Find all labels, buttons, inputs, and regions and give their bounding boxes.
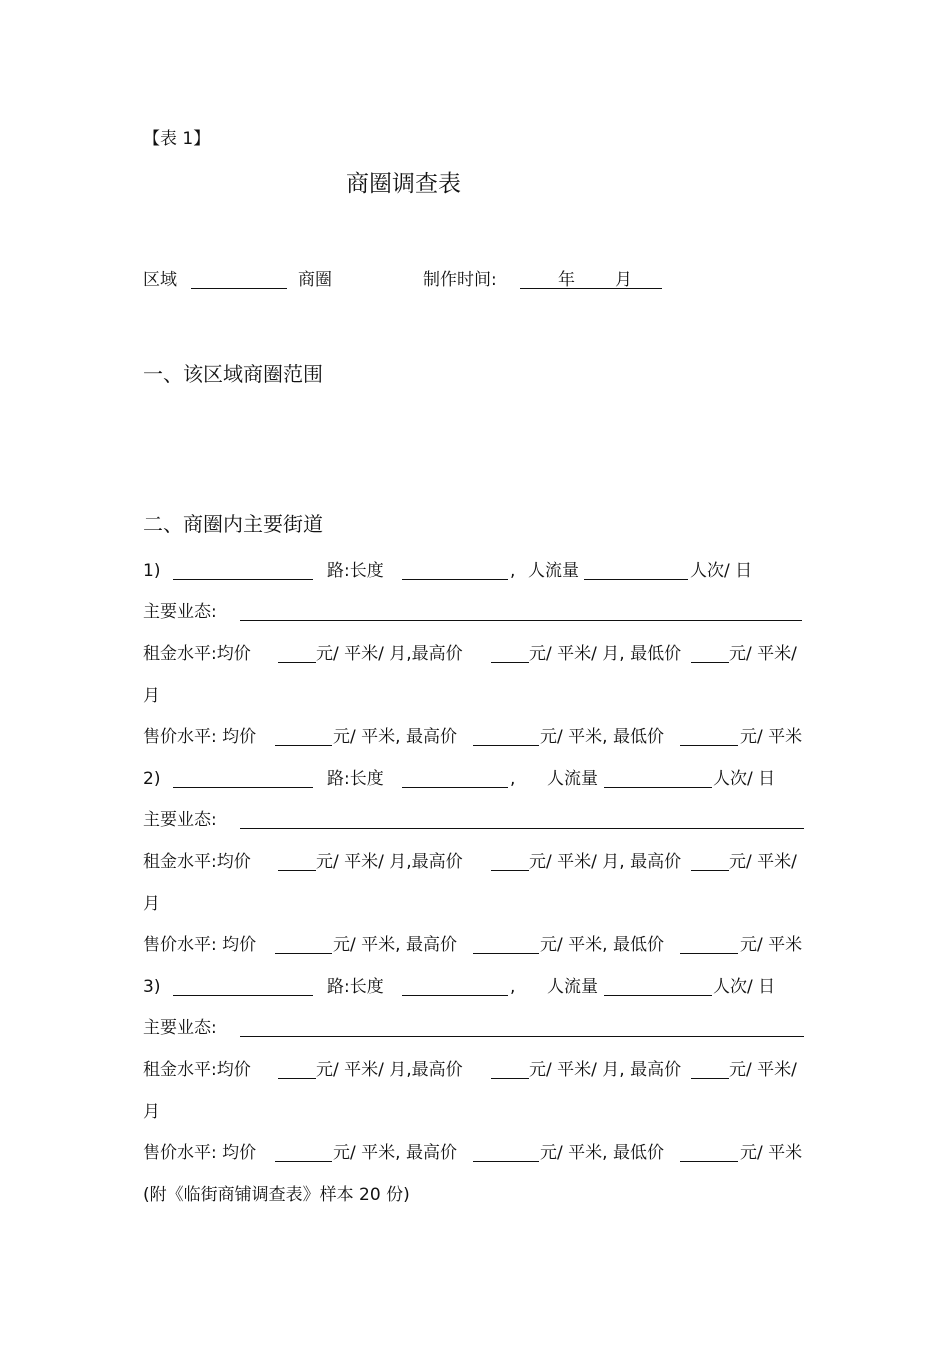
comma: ,: [510, 561, 516, 581]
business-label: 主要业态:: [143, 602, 217, 622]
flow-field[interactable]: [604, 787, 712, 788]
sale-unit-2: 元/ 平米, 最低价: [540, 935, 664, 955]
sale-unit-1: 元/ 平米, 最高价: [333, 727, 457, 747]
business-field[interactable]: [240, 620, 802, 621]
flow-unit: 人次/ 日: [690, 561, 753, 581]
rent-min-field[interactable]: [691, 662, 729, 663]
sale-unit-3: 元/ 平米: [740, 727, 803, 747]
area-label: 区域: [143, 270, 177, 290]
sale-avg-field[interactable]: [275, 953, 332, 954]
flow-unit: 人次/ 日: [713, 977, 776, 997]
road-length-label: 路:长度: [327, 561, 384, 581]
sale-label: 售价水平: 均价: [143, 727, 257, 747]
sale-max-field[interactable]: [473, 953, 539, 954]
rent-label: 租金水平:均价: [143, 852, 251, 872]
length-field[interactable]: [402, 787, 508, 788]
rent-unit-3: 元/ 平米/: [729, 1060, 797, 1080]
business-label: 主要业态:: [143, 810, 217, 830]
flow-field[interactable]: [604, 995, 712, 996]
sale-label: 售价水平: 均价: [143, 935, 257, 955]
street-name-field[interactable]: [173, 995, 313, 996]
business-field[interactable]: [240, 1036, 804, 1037]
rent-unit-3: 元/ 平米/: [729, 852, 797, 872]
rent-avg-field[interactable]: [278, 870, 316, 871]
flow-label: 人流量: [528, 561, 579, 581]
rent-unit-2: 元/ 平米/ 月, 最高价: [529, 1060, 682, 1080]
sale-avg-field[interactable]: [275, 1161, 332, 1162]
sale-unit-1: 元/ 平米, 最高价: [333, 1143, 457, 1163]
sale-min-field[interactable]: [680, 1161, 738, 1162]
street-name-field[interactable]: [173, 787, 313, 788]
rent-unit-1: 元/ 平米/ 月,最高价: [316, 852, 463, 872]
comma: ,: [510, 769, 516, 789]
sale-label: 售价水平: 均价: [143, 1143, 257, 1163]
table-label: 【表 1】: [143, 129, 211, 149]
street-index: 1): [143, 561, 161, 581]
rent-wrap: 月: [143, 894, 160, 914]
time-label: 制作时间:: [423, 270, 497, 290]
sale-min-field[interactable]: [680, 745, 738, 746]
rent-max-field[interactable]: [491, 870, 529, 871]
section-2-heading: 二、商圈内主要街道: [143, 512, 323, 536]
business-label: 主要业态:: [143, 1018, 217, 1038]
length-field[interactable]: [402, 995, 508, 996]
rent-unit-1: 元/ 平米/ 月,最高价: [316, 644, 463, 664]
rent-wrap: 月: [143, 1102, 160, 1122]
rent-avg-field[interactable]: [278, 1078, 316, 1079]
sale-unit-2: 元/ 平米, 最低价: [540, 727, 664, 747]
flow-field[interactable]: [584, 579, 688, 580]
rent-wrap: 月: [143, 686, 160, 706]
rent-unit-2: 元/ 平米/ 月, 最高价: [529, 852, 682, 872]
rent-min-field[interactable]: [691, 1078, 729, 1079]
rent-min-field[interactable]: [691, 870, 729, 871]
rent-unit-1: 元/ 平米/ 月,最高价: [316, 1060, 463, 1080]
sale-unit-1: 元/ 平米, 最高价: [333, 935, 457, 955]
length-field[interactable]: [402, 579, 508, 580]
sale-avg-field[interactable]: [275, 745, 332, 746]
rent-unit-2: 元/ 平米/ 月, 最低价: [529, 644, 682, 664]
footnote: (附《临街商铺调查表》样本 20 份): [143, 1185, 410, 1205]
year-label: 年: [558, 270, 575, 290]
rent-label: 租金水平:均价: [143, 1060, 251, 1080]
comma: ,: [510, 977, 516, 997]
sale-min-field[interactable]: [680, 953, 738, 954]
page-title: 商圈调查表: [346, 171, 461, 197]
flow-label: 人流量: [547, 769, 598, 789]
road-length-label: 路:长度: [327, 769, 384, 789]
section-1-heading: 一、该区域商圈范围: [143, 362, 323, 386]
sale-unit-2: 元/ 平米, 最低价: [540, 1143, 664, 1163]
sale-unit-3: 元/ 平米: [740, 935, 803, 955]
road-length-label: 路:长度: [327, 977, 384, 997]
street-name-field[interactable]: [173, 579, 313, 580]
street-index: 3): [143, 977, 161, 997]
sale-max-field[interactable]: [473, 1161, 539, 1162]
month-label: 月: [615, 270, 632, 290]
rent-max-field[interactable]: [491, 1078, 529, 1079]
flow-label: 人流量: [547, 977, 598, 997]
rent-label: 租金水平:均价: [143, 644, 251, 664]
business-field[interactable]: [240, 828, 804, 829]
street-index: 2): [143, 769, 161, 789]
circle-label: 商圈: [298, 270, 332, 290]
flow-unit: 人次/ 日: [713, 769, 776, 789]
rent-avg-field[interactable]: [278, 662, 316, 663]
sale-max-field[interactable]: [473, 745, 539, 746]
date-field[interactable]: [520, 288, 662, 289]
sale-unit-3: 元/ 平米: [740, 1143, 803, 1163]
rent-max-field[interactable]: [491, 662, 529, 663]
area-field[interactable]: [191, 288, 287, 289]
rent-unit-3: 元/ 平米/: [729, 644, 797, 664]
